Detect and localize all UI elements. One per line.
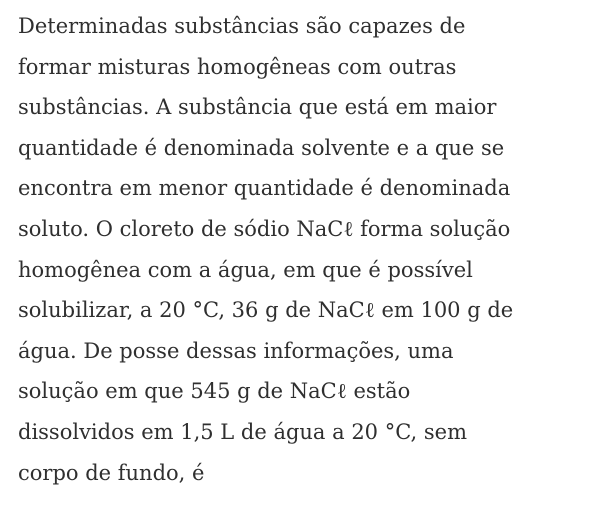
question-line: corpo de fundo, é [18,460,205,485]
question-line: soluto. O cloreto de sódio NaCℓ forma solução [18,216,511,241]
question-text [18,6,596,493]
question-line: formar misturas homogêneas com outras [18,54,457,79]
question-line: substâncias. A substância que está em maior [18,95,497,120]
question-line: quantidade é denominada solvente e a que se [18,135,505,160]
question-line: água. De posse dessas informações, uma [18,338,454,363]
question-line: solubilizar, a 20 °C, 36 g de NaCℓ em 100 g de [18,298,514,323]
question-line: homogênea com a água, em que é possível [18,257,473,282]
question-line: dissolvidos em 1,5 L de água a 20 °C, sem [18,419,468,444]
question-line: solução em que 545 g de NaCℓ estão [18,379,411,404]
question-line: Determinadas substâncias são capazes de [18,14,466,38]
question-line: encontra em menor quantidade é denominada [18,176,511,201]
